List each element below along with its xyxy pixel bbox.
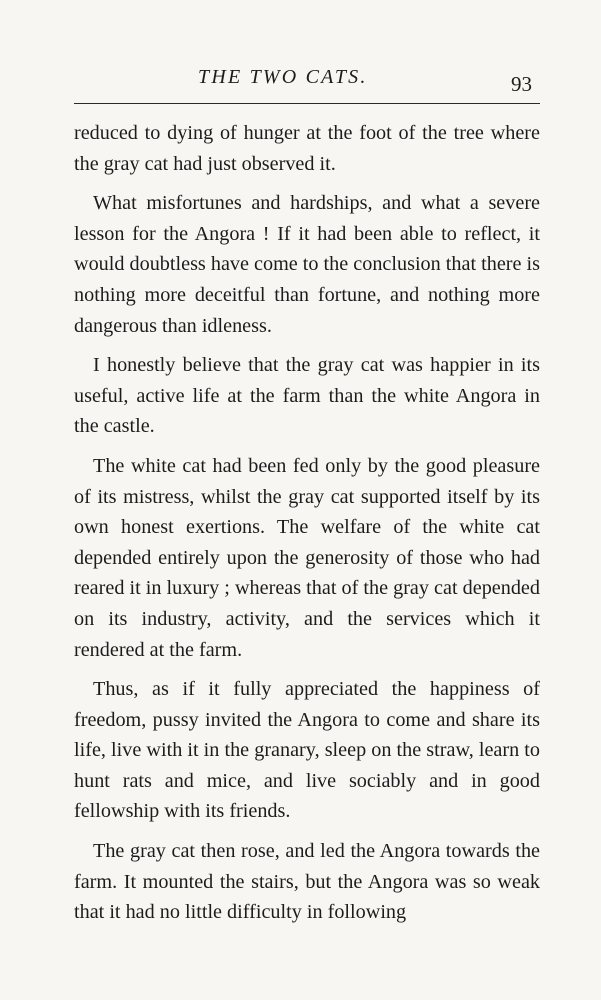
running-head — [0, 66, 601, 96]
body-text — [74, 118, 540, 937]
paragraph: reduced to dying of hunger at the foot of the tree where the gray cat had just observed it. — [74, 122, 540, 175]
paragraph: The gray cat then rose, and led the Angora towards the farm. It mounted the stairs, but the Angora was so weak that it had no little difficulty in following — [74, 840, 540, 924]
paragraph: I honestly believe that the gray cat was happier in its useful, active life at the farm than the white Angora in the castle. — [74, 354, 540, 438]
running-title: THE TWO CATS. — [198, 66, 368, 88]
header-rule — [74, 103, 540, 104]
paragraph: Thus, as if it fully appreciated the happiness of freedom, pussy invited the Angora to come and share its life, live with it in the granary, sleep on the straw, learn to hunt rats and mice, and live sociably and in good fellowship with its friends. — [74, 678, 540, 823]
paragraph: What misfortunes and hardships, and what a severe lesson for the Angora ! If it had been able to reflect, it would doubtless have come to the conclusion that there is nothing more deceitful than fortune, and nothing more dangerous than idleness. — [74, 192, 540, 337]
page-number: 93 — [511, 72, 532, 96]
paragraph: The white cat had been fed only by the good pleasure of its mistress, whilst the gray cat supported itself by its own honest exertions. The welfare of the white cat depended entirely upon the generosity of those who had reared it in luxury ; whereas that of the gray cat depended on its industry, activity, and the services which it rendered at the farm. — [74, 454, 540, 661]
